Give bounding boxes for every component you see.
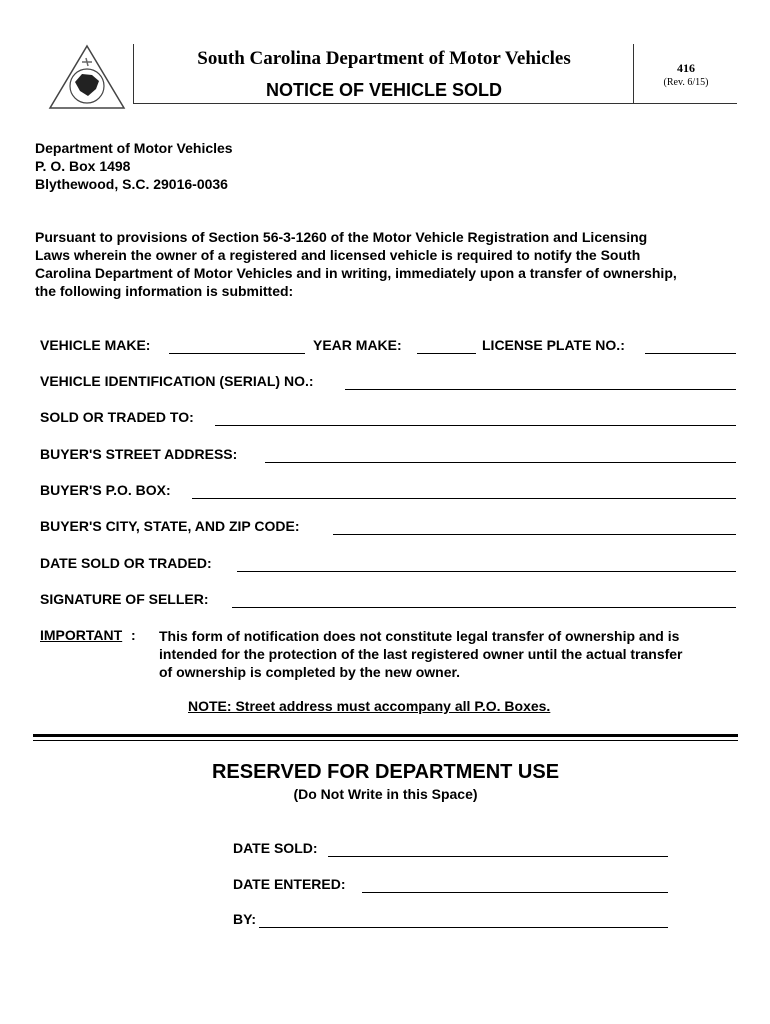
- scdmv-seal-icon: [48, 44, 126, 110]
- license-plate-label: LICENSE PLATE NO.:: [482, 337, 625, 353]
- address-line: P. O. Box 1498: [35, 158, 131, 174]
- dept-date-entered-label: DATE ENTERED:: [233, 876, 346, 892]
- dept-by-label: BY:: [233, 911, 257, 927]
- intro-line: Pursuant to provisions of Section 56-3-1260 of the Motor Vehicle Registration and Licensing: [35, 229, 648, 245]
- important-label: IMPORTANT: [40, 627, 123, 643]
- important-colon: :: [131, 627, 136, 643]
- intro-line: the following information is submitted:: [35, 283, 294, 299]
- important-line: of ownership is completed by the new owner.: [159, 664, 461, 680]
- section-divider-thin: [33, 740, 738, 741]
- form-title: NOTICE OF VEHICLE SOLD: [265, 80, 502, 100]
- form-revision: (Rev. 6/15): [663, 77, 709, 88]
- reserved-title: RESERVED FOR DEPARTMENT USE: [211, 761, 560, 783]
- intro-line: Carolina Department of Motor Vehicles and in writing, immediately upon a transfer of ownership,: [35, 265, 677, 281]
- vehicle-make-field[interactable]: [169, 353, 305, 354]
- po-box-note: NOTE: Street address must accompany all P.O. Boxes.: [188, 698, 551, 714]
- reserved-subtitle: (Do Not Write in this Space): [293, 786, 478, 802]
- vehicle-make-label: VEHICLE MAKE:: [40, 337, 151, 353]
- buyer-po-field[interactable]: [192, 498, 736, 499]
- form-number: 416: [677, 61, 695, 75]
- license-plate-field[interactable]: [645, 353, 736, 354]
- mailing-address: [35, 139, 233, 193]
- address-line: Blythewood, S.C. 29016-0036: [35, 176, 228, 192]
- buyer-po-label: BUYER'S P.O. BOX:: [40, 482, 171, 498]
- intro-line: Laws wherein the owner of a registered and licensed vehicle is required to notify the South: [35, 247, 641, 263]
- year-make-field[interactable]: [417, 353, 476, 354]
- section-divider-thick: [33, 734, 738, 737]
- signature-label: SIGNATURE OF SELLER:: [40, 591, 209, 607]
- dept-by-field[interactable]: [259, 927, 668, 928]
- vin-label: VEHICLE IDENTIFICATION (SERIAL) NO.:: [40, 373, 314, 389]
- dept-date-sold-field[interactable]: [328, 856, 668, 857]
- important-text: [159, 627, 739, 681]
- sold-to-label: SOLD OR TRADED TO:: [40, 409, 194, 425]
- buyer-street-label: BUYER'S STREET ADDRESS:: [40, 446, 238, 462]
- address-line: Department of Motor Vehicles: [35, 140, 233, 156]
- intro-paragraph: [35, 228, 735, 300]
- date-sold-field[interactable]: [237, 571, 736, 572]
- buyer-street-field[interactable]: [265, 462, 736, 463]
- header-rule: [133, 103, 737, 104]
- important-line: intended for the protection of the last registered owner until the actual transfer: [159, 646, 683, 662]
- buyer-city-label: BUYER'S CITY, STATE, AND ZIP CODE:: [40, 518, 300, 534]
- signature-field[interactable]: [232, 607, 736, 608]
- year-make-label: YEAR MAKE:: [313, 337, 402, 353]
- department-title: South Carolina Department of Motor Vehicles: [197, 48, 571, 69]
- important-line: This form of notification does not constitute legal transfer of ownership and is: [159, 628, 680, 644]
- dept-date-sold-label: DATE SOLD:: [233, 840, 318, 856]
- dept-date-entered-field[interactable]: [362, 892, 668, 893]
- sold-to-field[interactable]: [215, 425, 736, 426]
- date-sold-label: DATE SOLD OR TRADED:: [40, 555, 212, 571]
- vin-field[interactable]: [345, 389, 736, 390]
- buyer-city-field[interactable]: [333, 534, 736, 535]
